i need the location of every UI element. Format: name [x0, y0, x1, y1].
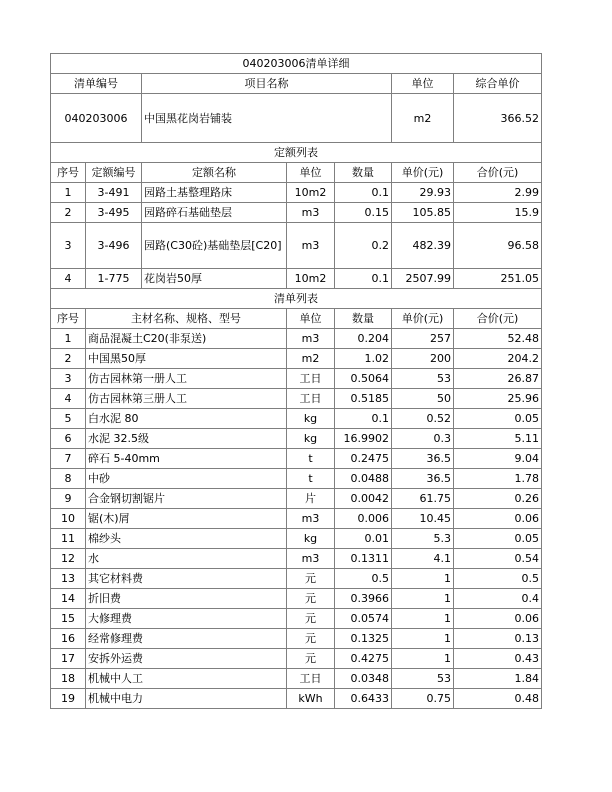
item-name: 中国黑花岗岩铺装 — [142, 94, 392, 143]
material-name: 大修理费 — [86, 609, 287, 629]
material-name: 水 — [86, 549, 287, 569]
material-price: 0.3 — [392, 429, 454, 449]
material-unit: 元 — [287, 629, 335, 649]
material-qty: 0.1325 — [335, 629, 392, 649]
material-unit: 元 — [287, 589, 335, 609]
material-no: 11 — [51, 529, 86, 549]
quota-no: 2 — [51, 203, 86, 223]
item-row — [51, 94, 542, 143]
material-total: 0.26 — [454, 489, 542, 509]
material-qty: 0.5 — [335, 569, 392, 589]
material-price: 1 — [392, 629, 454, 649]
material-no: 12 — [51, 549, 86, 569]
material-price: 0.52 — [392, 409, 454, 429]
material-total: 0.05 — [454, 529, 542, 549]
material-row — [51, 569, 542, 589]
material-row — [51, 449, 542, 469]
materials-section-row — [51, 289, 542, 309]
quota-unit: m3 — [287, 223, 335, 269]
material-unit: 工日 — [287, 389, 335, 409]
quota-name: 花岗岩50厚 — [142, 269, 287, 289]
material-qty: 0.0042 — [335, 489, 392, 509]
quota-code: 3-496 — [86, 223, 142, 269]
material-no: 18 — [51, 669, 86, 689]
material-row — [51, 409, 542, 429]
material-qty: 0.204 — [335, 329, 392, 349]
quota-price: 29.93 — [392, 183, 454, 203]
material-unit: 工日 — [287, 369, 335, 389]
material-qty: 16.9902 — [335, 429, 392, 449]
material-unit: t — [287, 469, 335, 489]
material-unit: kg — [287, 429, 335, 449]
material-unit: 片 — [287, 489, 335, 509]
quota-name: 园路碎石基础垫层 — [142, 203, 287, 223]
material-unit: 元 — [287, 649, 335, 669]
material-name: 安拆外运费 — [86, 649, 287, 669]
material-unit: kg — [287, 529, 335, 549]
quota-price: 2507.99 — [392, 269, 454, 289]
title-row — [51, 54, 542, 74]
quota-no: 4 — [51, 269, 86, 289]
quota-header-no: 序号 — [51, 163, 86, 183]
materials-header-unit: 单位 — [287, 309, 335, 329]
quota-unit: 10m2 — [287, 183, 335, 203]
material-no: 13 — [51, 569, 86, 589]
material-row — [51, 349, 542, 369]
materials-section-title: 清单列表 — [51, 289, 542, 309]
material-no: 6 — [51, 429, 86, 449]
material-qty: 1.02 — [335, 349, 392, 369]
quota-row — [51, 203, 542, 223]
material-price: 1 — [392, 609, 454, 629]
material-total: 0.06 — [454, 509, 542, 529]
quota-unit: m3 — [287, 203, 335, 223]
materials-header-no: 序号 — [51, 309, 86, 329]
material-total: 204.2 — [454, 349, 542, 369]
material-unit: t — [287, 449, 335, 469]
material-row — [51, 589, 542, 609]
quota-header-price: 单价(元) — [392, 163, 454, 183]
material-row — [51, 649, 542, 669]
material-unit: kg — [287, 409, 335, 429]
material-no: 14 — [51, 589, 86, 609]
material-price: 1 — [392, 649, 454, 669]
material-row — [51, 429, 542, 449]
item-price: 366.52 — [454, 94, 542, 143]
item-unit: m2 — [392, 94, 454, 143]
quota-qty: 0.2 — [335, 223, 392, 269]
material-price: 257 — [392, 329, 454, 349]
material-price: 4.1 — [392, 549, 454, 569]
material-no: 2 — [51, 349, 86, 369]
material-name: 中砂 — [86, 469, 287, 489]
material-price: 53 — [392, 669, 454, 689]
material-name: 折旧费 — [86, 589, 287, 609]
material-no: 1 — [51, 329, 86, 349]
material-no: 4 — [51, 389, 86, 409]
material-no: 17 — [51, 649, 86, 669]
quota-total: 96.58 — [454, 223, 542, 269]
quota-header-code: 定额编号 — [86, 163, 142, 183]
material-total: 0.54 — [454, 549, 542, 569]
material-total: 1.84 — [454, 669, 542, 689]
material-price: 61.75 — [392, 489, 454, 509]
material-row — [51, 389, 542, 409]
material-qty: 0.01 — [335, 529, 392, 549]
material-name: 仿古园林第一册人工 — [86, 369, 287, 389]
material-unit: 元 — [287, 569, 335, 589]
materials-header-total: 合价(元) — [454, 309, 542, 329]
material-name: 合金钢切割锯片 — [86, 489, 287, 509]
quota-header-name: 定额名称 — [142, 163, 287, 183]
material-name: 机械中人工 — [86, 669, 287, 689]
material-no: 7 — [51, 449, 86, 469]
materials-header-qty: 数量 — [335, 309, 392, 329]
material-total: 26.87 — [454, 369, 542, 389]
quota-header-unit: 单位 — [287, 163, 335, 183]
quota-no: 3 — [51, 223, 86, 269]
material-total: 0.43 — [454, 649, 542, 669]
material-qty: 0.1 — [335, 409, 392, 429]
quota-total: 251.05 — [454, 269, 542, 289]
material-name: 机械中电力 — [86, 689, 287, 709]
material-qty: 0.2475 — [335, 449, 392, 469]
material-price: 1 — [392, 569, 454, 589]
quota-no: 1 — [51, 183, 86, 203]
material-row — [51, 609, 542, 629]
quota-row — [51, 183, 542, 203]
quota-qty: 0.15 — [335, 203, 392, 223]
material-total: 1.78 — [454, 469, 542, 489]
quota-qty: 0.1 — [335, 269, 392, 289]
material-unit: 元 — [287, 609, 335, 629]
quota-header-qty: 数量 — [335, 163, 392, 183]
material-qty: 0.4275 — [335, 649, 392, 669]
quota-section-title: 定额列表 — [51, 143, 542, 163]
quota-code: 3-491 — [86, 183, 142, 203]
material-name: 锯(木)屑 — [86, 509, 287, 529]
material-name: 仿古园林第三册人工 — [86, 389, 287, 409]
material-no: 9 — [51, 489, 86, 509]
material-price: 50 — [392, 389, 454, 409]
material-row — [51, 669, 542, 689]
item-header-row — [51, 74, 542, 94]
material-no: 16 — [51, 629, 86, 649]
material-total: 0.06 — [454, 609, 542, 629]
material-unit: m3 — [287, 509, 335, 529]
quota-unit: 10m2 — [287, 269, 335, 289]
material-qty: 0.3966 — [335, 589, 392, 609]
material-qty: 0.5064 — [335, 369, 392, 389]
material-qty: 0.1311 — [335, 549, 392, 569]
material-price: 10.45 — [392, 509, 454, 529]
material-qty: 0.0348 — [335, 669, 392, 689]
quota-code: 1-775 — [86, 269, 142, 289]
material-name: 碎石 5-40mm — [86, 449, 287, 469]
material-qty: 0.0488 — [335, 469, 392, 489]
material-row — [51, 509, 542, 529]
material-row — [51, 469, 542, 489]
material-qty: 0.0574 — [335, 609, 392, 629]
material-price: 53 — [392, 369, 454, 389]
quota-header-row — [51, 163, 542, 183]
material-no: 8 — [51, 469, 86, 489]
material-name: 棉纱头 — [86, 529, 287, 549]
quota-price: 105.85 — [392, 203, 454, 223]
materials-header-name: 主材名称、规格、型号 — [86, 309, 287, 329]
material-no: 10 — [51, 509, 86, 529]
material-name: 其它材料费 — [86, 569, 287, 589]
quota-header-total: 合价(元) — [454, 163, 542, 183]
material-total: 0.48 — [454, 689, 542, 709]
material-no: 5 — [51, 409, 86, 429]
material-total: 5.11 — [454, 429, 542, 449]
material-price: 200 — [392, 349, 454, 369]
material-total: 25.96 — [454, 389, 542, 409]
material-unit: m2 — [287, 349, 335, 369]
material-no: 3 — [51, 369, 86, 389]
material-unit: kWh — [287, 689, 335, 709]
material-qty: 0.5185 — [335, 389, 392, 409]
quota-total: 15.9 — [454, 203, 542, 223]
material-name: 白水泥 80 — [86, 409, 287, 429]
material-unit: m3 — [287, 329, 335, 349]
material-row — [51, 369, 542, 389]
material-name: 水泥 32.5级 — [86, 429, 287, 449]
quota-section-row — [51, 143, 542, 163]
bill-detail-table — [50, 53, 542, 709]
header-name: 项目名称 — [142, 74, 392, 94]
quota-qty: 0.1 — [335, 183, 392, 203]
header-code: 清单编号 — [51, 74, 142, 94]
material-qty: 0.6433 — [335, 689, 392, 709]
material-row — [51, 329, 542, 349]
material-price: 5.3 — [392, 529, 454, 549]
material-row — [51, 689, 542, 709]
material-price: 0.75 — [392, 689, 454, 709]
material-row — [51, 489, 542, 509]
material-price: 1 — [392, 589, 454, 609]
quota-price: 482.39 — [392, 223, 454, 269]
material-row — [51, 529, 542, 549]
material-name: 中国黑50厚 — [86, 349, 287, 369]
quota-name: 园路(C30砼)基础垫层[C20] — [142, 223, 287, 269]
material-row — [51, 629, 542, 649]
materials-header-row — [51, 309, 542, 329]
material-unit: 工日 — [287, 669, 335, 689]
quota-row — [51, 223, 542, 269]
quota-total: 2.99 — [454, 183, 542, 203]
material-no: 15 — [51, 609, 86, 629]
material-total: 0.13 — [454, 629, 542, 649]
material-name: 经常修理费 — [86, 629, 287, 649]
material-unit: m3 — [287, 549, 335, 569]
header-price: 综合单价 — [454, 74, 542, 94]
material-total: 9.04 — [454, 449, 542, 469]
materials-header-price: 单价(元) — [392, 309, 454, 329]
material-total: 0.5 — [454, 569, 542, 589]
quota-row — [51, 269, 542, 289]
material-total: 0.4 — [454, 589, 542, 609]
material-row — [51, 549, 542, 569]
quota-code: 3-495 — [86, 203, 142, 223]
material-total: 52.48 — [454, 329, 542, 349]
material-price: 36.5 — [392, 449, 454, 469]
item-code: 040203006 — [51, 94, 142, 143]
material-no: 19 — [51, 689, 86, 709]
material-price: 36.5 — [392, 469, 454, 489]
quota-name: 园路土基整理路床 — [142, 183, 287, 203]
material-name: 商品混凝土C20(非泵送) — [86, 329, 287, 349]
page-title: 040203006清单详细 — [51, 54, 542, 74]
header-unit: 单位 — [392, 74, 454, 94]
material-total: 0.05 — [454, 409, 542, 429]
material-qty: 0.006 — [335, 509, 392, 529]
